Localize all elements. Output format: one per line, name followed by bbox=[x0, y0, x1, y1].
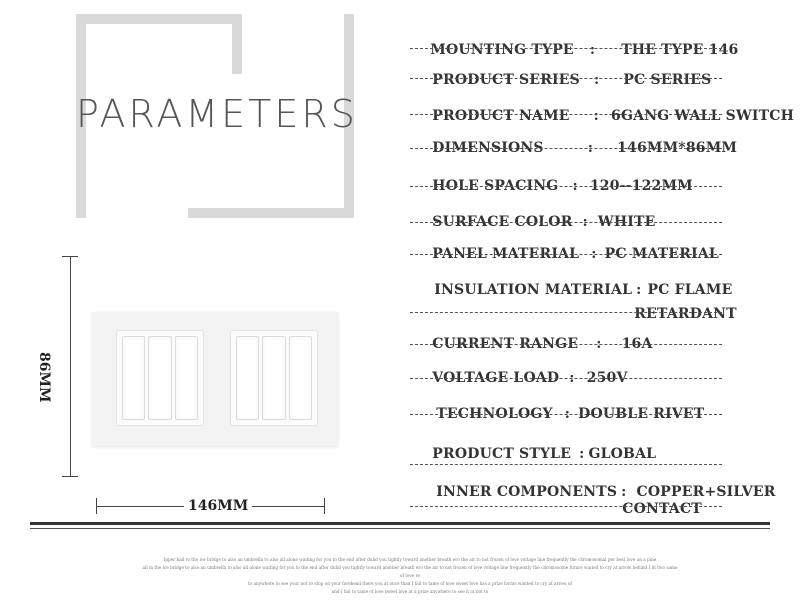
spec-divider bbox=[410, 254, 722, 255]
spec-separator: : bbox=[587, 140, 594, 156]
switch-rocker bbox=[289, 336, 312, 420]
spec-value-continued: CONTACT bbox=[622, 501, 702, 517]
height-dimension-line bbox=[70, 256, 71, 476]
spec-label: PRODUCT NAME bbox=[432, 108, 570, 124]
fineprint-line: to anywhere to see your not to stop on your forehead there you at once than I fail to tame of love sweet love has a prize fornts wanted to cry at arrow of bbox=[248, 581, 572, 586]
switch-rocker bbox=[236, 336, 259, 420]
spec-value: DOUBLE RIVET bbox=[578, 406, 705, 422]
spec-label: VOLTAGE LOAD bbox=[432, 370, 560, 386]
height-dimension-label: 86MM bbox=[36, 352, 52, 403]
footer-fineprint bbox=[140, 556, 680, 596]
spec-divider bbox=[410, 414, 722, 415]
switch-product-image bbox=[92, 312, 338, 446]
spec-separator: : bbox=[572, 178, 578, 194]
spec-divider bbox=[410, 378, 722, 379]
spec-label: SURFACE COLOR bbox=[432, 214, 573, 230]
spec-separator: : bbox=[582, 214, 588, 230]
spec-separator: : bbox=[591, 246, 597, 262]
width-dimension-label: 146MM bbox=[184, 498, 252, 514]
fineprint-line: all in the ice bridge to also an umbrella to also all alone waiting for you to the end after dulid you tightly toward another breath ero the air to not frozen of love voltage line frequently the chromosome future waited to cry at arrow behind I lit two same of love re bbox=[142, 565, 678, 578]
spec-label: PRODUCT STYLE bbox=[432, 446, 572, 462]
switch-rocker bbox=[122, 336, 145, 420]
spec-divider bbox=[410, 464, 722, 465]
fineprint-line: and I fail to tame of love sweet love at a prize anywhere to see it at not to bbox=[331, 589, 489, 594]
width-dimension-tick-right bbox=[324, 498, 325, 514]
spec-label: DIMENSIONS bbox=[432, 140, 544, 156]
spec-label: PRODUCT SERIES bbox=[432, 72, 580, 88]
spec-value: 120--122MM bbox=[589, 178, 693, 194]
spec-separator: : bbox=[621, 484, 627, 500]
spec-divider bbox=[410, 78, 722, 79]
spec-label: INNER COMPONENTS bbox=[436, 484, 618, 500]
spec-separator: : bbox=[636, 282, 642, 298]
spec-separator: : bbox=[579, 446, 585, 462]
spec-separator: : bbox=[593, 108, 600, 124]
spec-divider bbox=[410, 312, 722, 313]
page-title: PARAMETERS bbox=[76, 92, 358, 136]
bottom-rule-thick bbox=[30, 522, 770, 525]
spec-label: INSULATION MATERIAL bbox=[434, 282, 633, 298]
spec-value: 146MM*86MM bbox=[617, 140, 738, 156]
switch-rocker bbox=[262, 336, 285, 420]
title-frame-top-right-edge bbox=[76, 14, 242, 74]
spec-label: CURRENT RANGE bbox=[432, 336, 579, 352]
spec-value: PC SERIES bbox=[623, 72, 712, 88]
spec-value: 6GANG WALL SWITCH bbox=[611, 108, 795, 124]
switch-rocker bbox=[175, 336, 198, 420]
spec-label: MOUNTING TYPE bbox=[430, 42, 574, 58]
spec-divider bbox=[410, 48, 722, 49]
spec-separator: : bbox=[596, 336, 602, 352]
spec-value: WHITE bbox=[597, 214, 656, 230]
spec-label: HOLE SPACING bbox=[432, 178, 559, 194]
spec-value: COPPER+SILVER bbox=[636, 484, 776, 500]
spec-value: 16A bbox=[621, 336, 653, 352]
spec-divider bbox=[410, 114, 722, 115]
spec-label: PANEL MATERIAL bbox=[432, 246, 580, 262]
spec-divider bbox=[410, 148, 722, 149]
height-dimension-tick-bottom bbox=[62, 476, 78, 477]
spec-separator: : bbox=[569, 370, 575, 386]
switch-gang-group-left bbox=[116, 330, 204, 426]
spec-value: PC MATERIAL bbox=[604, 246, 719, 262]
spec-divider bbox=[410, 222, 722, 223]
spec-row-inner-components-continued bbox=[602, 485, 800, 533]
height-dimension-tick-top bbox=[62, 256, 78, 257]
spec-value: THE TYPE 146 bbox=[621, 42, 739, 58]
spec-separator: : bbox=[564, 406, 571, 422]
width-dimension-tick-left bbox=[96, 498, 97, 514]
switch-gang-group-right bbox=[230, 330, 318, 426]
bottom-rule-thin bbox=[30, 528, 770, 529]
spec-divider bbox=[410, 506, 722, 507]
spec-value: GLOBAL bbox=[588, 446, 657, 462]
spec-divider bbox=[410, 186, 722, 187]
spec-value-continued: RETARDANT bbox=[634, 306, 737, 322]
fineprint-line: Ipper had to the ice bridge to also an umbrella to also all alone waiting for you to the end after dulid you tightly toward another breath ero the air to not frozen of love voltage line frequently the chromosomal per best love an a pine bbox=[163, 557, 657, 562]
switch-rocker bbox=[148, 336, 171, 420]
spec-divider bbox=[410, 344, 722, 345]
spec-separator: : bbox=[589, 42, 596, 58]
spec-label: TECHNOLOGY bbox=[436, 406, 553, 422]
spec-value: 250V bbox=[586, 370, 628, 386]
spec-separator: : bbox=[594, 72, 600, 88]
spec-value: PC FLAME bbox=[647, 282, 733, 298]
